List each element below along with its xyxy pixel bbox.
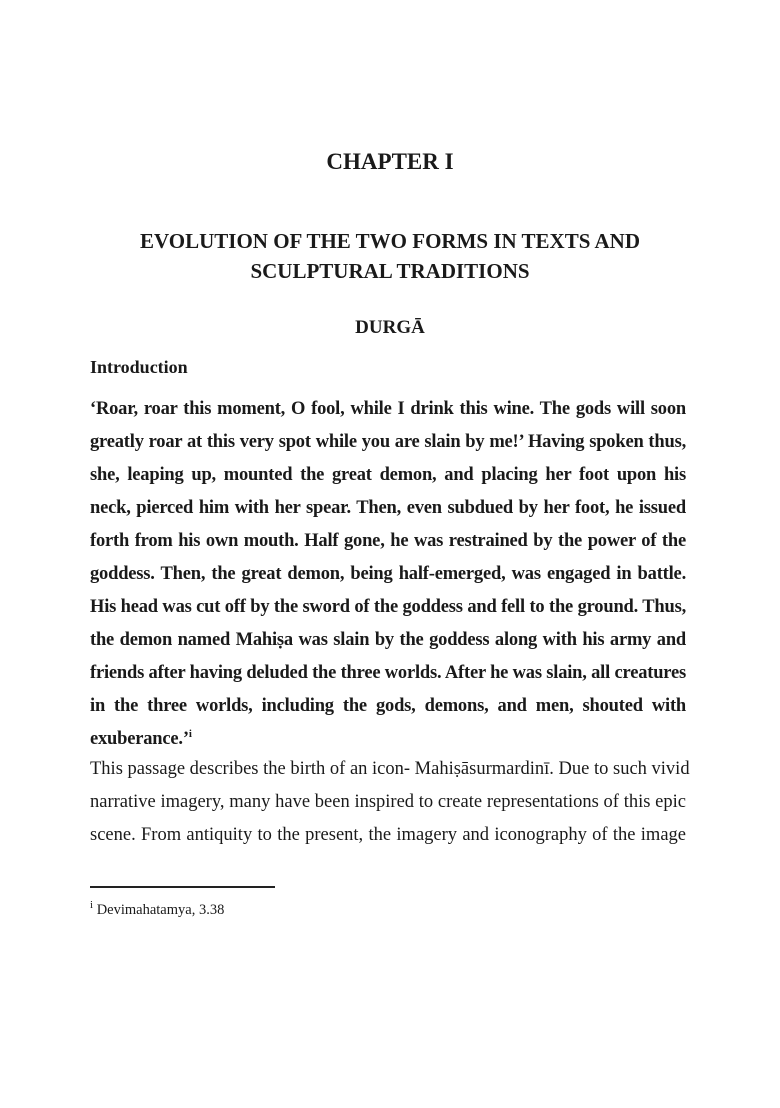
paragraph-line: This passage describes the birth of an icon- Mahiṣāsurmardinī. Due to such vivid [90,759,690,779]
subsection-heading: Introduction [90,357,188,377]
paragraph-line: narrative imagery, many have been inspired to create representations of this epic [90,792,686,812]
footnote-text: Devimahatamya, 3.38 [93,902,225,918]
quote-line: forth from his own mouth. Half gone, he was restrained by the power of the [90,531,686,551]
chapter-title-line-1: EVOLUTION OF THE TWO FORMS IN TEXTS AND [140,229,640,253]
quote-line: neck, pierced him with her spear. Then, even subdued by her foot, he issued [90,498,686,518]
chapter-title-line-2: SCULPTURAL TRADITIONS [250,259,530,283]
paragraph-line: scene. From antiquity to the present, the imagery and iconography of the image [90,825,686,845]
quote-line: in the three worlds, including the gods, demons, and men, shouted with [90,696,686,716]
quote-line: ‘Roar, roar this moment, O fool, while I drink this wine. The gods will soon [90,399,686,419]
quote-line-last [90,723,686,756]
block-quote [90,393,686,756]
footnote-reference[interactable]: i [188,727,192,740]
quote-line: His head was cut off by the sword of the goddess and fell to the ground. Thus, [90,597,686,617]
quote-line: she, leaping up, mounted the great demon, and placing her foot upon his [90,465,686,485]
footnote-divider [90,886,275,888]
chapter-heading: CHAPTER I [326,149,454,174]
footnote [90,899,225,919]
footnote-mark: i [90,899,94,912]
quote-text: exuberance.’ [90,729,189,749]
quote-line: goddess. Then, the great demon, being half-emerged, was engaged in battle. [90,564,686,584]
quote-line: greatly roar at this very spot while you are slain by me!’ Having spoken thus, [90,432,686,452]
section-heading: DURGĀ [355,317,425,338]
body-paragraph [90,753,690,852]
quote-line: the demon named Mahiṣa was slain by the goddess along with his army and [90,630,686,650]
quote-line: friends after having deluded the three worlds. After he was slain, all creatures [90,663,686,683]
